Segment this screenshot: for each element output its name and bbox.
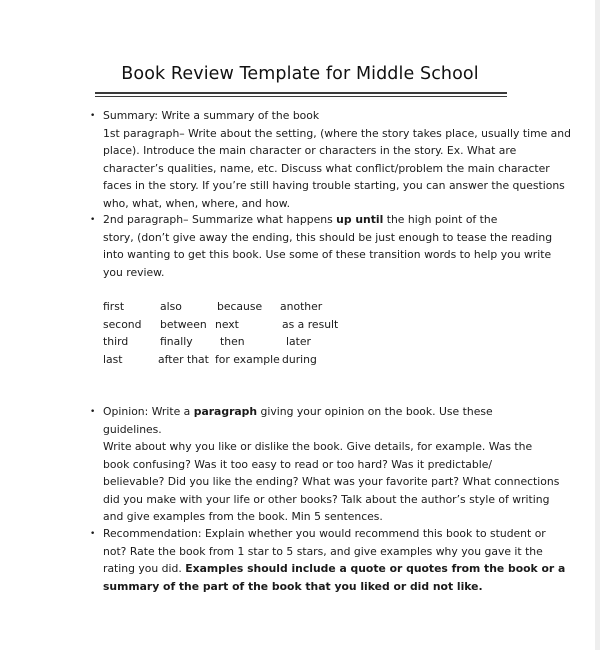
- summary-label: Summary: [103, 109, 155, 122]
- bullet-second-paragraph: •: [90, 215, 96, 225]
- second-para-line-2: story, (don’t give away the ending, this should be just enough to tease the reading: [103, 230, 553, 244]
- summary-line-4: character’s qualities, name, etc. Discuss what conflict/problem the main character: [103, 161, 550, 175]
- title-rule-thin: [95, 96, 507, 97]
- summary-line-1: [103, 107, 319, 125]
- summary-intro: : Write a summary of the book: [154, 109, 320, 122]
- transition-word: after that: [158, 352, 209, 366]
- transition-word: last: [103, 352, 123, 366]
- transition-word: for example: [215, 352, 280, 366]
- first-paragraph-text: – Write about the setting, (where the story takes place, usually time and: [179, 126, 571, 140]
- page-gutter: [595, 0, 600, 650]
- opinion-line-4: book confusing? Was it too easy to read or too hard? Was it predictable/: [103, 457, 493, 471]
- summary-line-2: [103, 125, 571, 143]
- bullet-summary: •: [90, 111, 96, 121]
- opinion-line-5: believable? Did you like the ending? What was your favorite part? What connections: [103, 475, 560, 488]
- page-title: Book Review Template for Middle School: [121, 64, 479, 84]
- summary-line-6: who, what, when, where, and how.: [103, 196, 291, 210]
- opinion-line-3: Write about why you like or dislike the book. Give details, for example. Was the: [103, 440, 533, 453]
- transition-word: second: [103, 317, 142, 331]
- opinion-line-6: did you make with your life or other books? Talk about the author’s style of writing: [103, 492, 550, 506]
- second-para-text-a: – Summarize what happens: [183, 213, 337, 226]
- transition-word: then: [220, 335, 245, 348]
- recommendation-text: : Explain whether you would recommend this book to student or: [197, 527, 546, 540]
- recommendation-line-1: [103, 525, 546, 543]
- second-para-text-c: the high point of the: [383, 213, 498, 226]
- transition-word: third: [103, 335, 129, 348]
- transition-word: finally: [160, 335, 193, 348]
- transition-word: during: [282, 352, 317, 366]
- title-rule-thick: [95, 92, 507, 94]
- transition-word: another: [280, 300, 323, 313]
- opinion-paragraph-word: paragraph: [193, 405, 258, 418]
- transition-word: next: [215, 317, 239, 331]
- opinion-text-c: giving your opinion on the book. Use these: [257, 405, 493, 418]
- second-para-line-3: into wanting to get this book. Use some of these transition words to help you write: [103, 248, 552, 261]
- transition-word: between: [160, 317, 207, 331]
- opinion-line-1: [103, 403, 493, 421]
- transition-word: because: [217, 300, 263, 313]
- second-paragraph-label: 2nd paragraph: [103, 213, 184, 226]
- transition-word: as a result: [282, 317, 339, 331]
- summary-line-5: faces in the story. If you’re still having trouble starting, you can answer the questions: [103, 179, 565, 192]
- first-paragraph-label: 1st paragraph: [103, 126, 180, 140]
- second-para-up-until: up until: [336, 213, 384, 226]
- second-para-line-4: you review.: [103, 265, 165, 279]
- recommendation-examples-bold: Examples should include a quote or quotes from the book or a: [185, 562, 566, 575]
- opinion-line-7: and give examples from the book. Min 5 sentences.: [103, 510, 383, 523]
- transition-word: also: [160, 300, 182, 313]
- recommendation-line-3: [103, 560, 565, 578]
- recommendation-line-2: not? Rate the book from 1 star to 5 stars, and give examples why you gave it the: [103, 544, 543, 558]
- second-para-line-1: [103, 211, 497, 229]
- summary-line-3: place). Introduce the main character or characters in the story. Ex. What are: [103, 144, 517, 157]
- bullet-opinion: •: [90, 407, 96, 417]
- opinion-line-2: guidelines.: [103, 422, 162, 436]
- recommendation-line-4: summary of the part of the book that you liked or did not like.: [103, 579, 483, 593]
- bullet-recommendation: •: [90, 529, 96, 539]
- opinion-label: Opinion: [103, 405, 145, 418]
- transition-word: first: [103, 300, 125, 313]
- recommendation-text-3a: rating you did.: [103, 562, 186, 575]
- transition-word: later: [286, 335, 311, 348]
- opinion-text-a: : Write a: [144, 405, 194, 418]
- recommendation-label: Recommendation: [103, 527, 198, 540]
